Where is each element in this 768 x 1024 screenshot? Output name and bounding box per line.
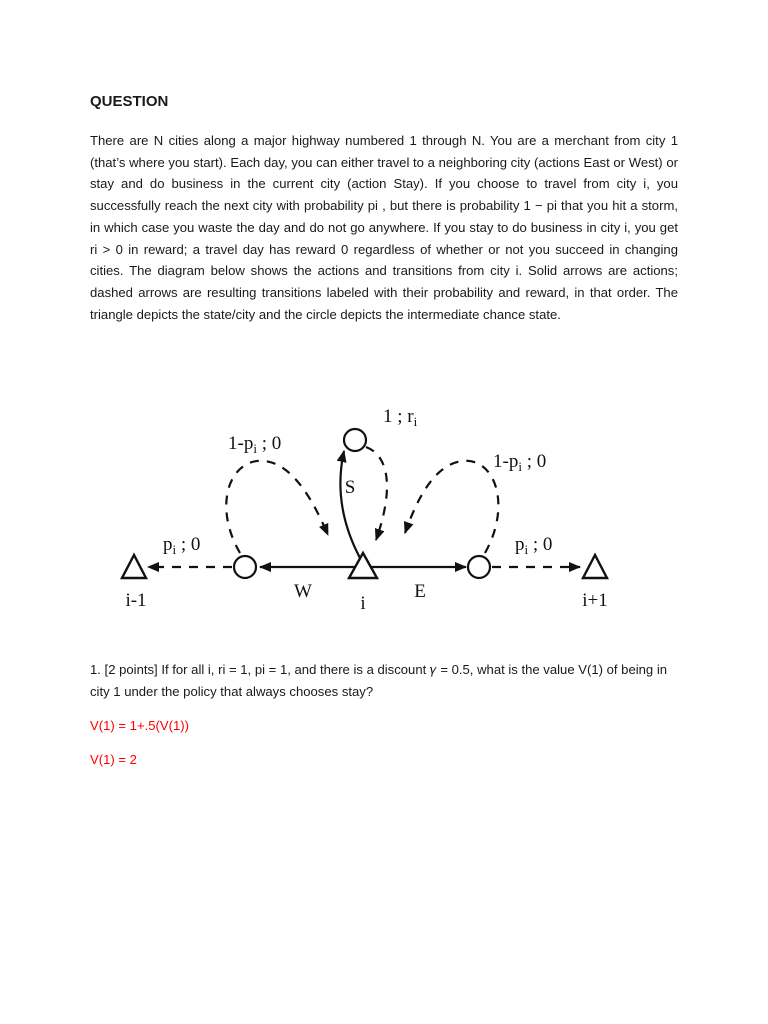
question-heading: QUESTION — [90, 93, 169, 110]
left-fail-transition — [226, 461, 328, 553]
left-success-label: $p_i$ ; 0 — [163, 534, 201, 557]
city-label-i: i — [360, 593, 366, 614]
stay-action-arrow — [340, 451, 360, 558]
left-fail-label: $1-p_i$ ; 0 — [228, 433, 282, 456]
stay-action-label: S — [344, 477, 356, 498]
city-i-triangle — [349, 553, 377, 578]
stay-chance-node — [344, 429, 366, 451]
right-fail-transition — [405, 461, 498, 553]
city-label-i-minus-1: i-1 — [125, 590, 147, 611]
city-i-plus-1-triangle — [583, 555, 607, 578]
stay-reward-label: 1 ; $r_i$ — [383, 406, 418, 429]
east-action-label: E — [414, 581, 426, 602]
east-chance-node — [468, 556, 490, 578]
west-action-label: W — [294, 581, 312, 602]
right-fail-label: $1-p_i$ ; 0 — [493, 451, 547, 474]
city-label-i-plus-1: i+1 — [582, 590, 608, 611]
problem-statement: There are N cities along a major highway numbered 1 through N. You are a merchant from city 1 (that’s where you start). Each day, you can either travel to a neighboring city (actions East or West) or stay and do business in the current city (action Stay). If you choose to travel from city i, you successfully reach the next city with probability pi , but there is probability 1 − pi that you hit a storm, in which case you waste the day and do not go anywhere. If you stay to do business in city i, you get ri > 0 in reward; a travel day has reward 0 regardless of whether or not you succeed in changing cities. The diagram below shows the actions and transitions from city i. Solid arrows are actions; dashed arrows are resulting transitions labeled with their probability and reward, in that order. The triangle depicts the state/city and the circle depicts the intermediate chance state. — [90, 133, 678, 322]
west-chance-node — [234, 556, 256, 578]
mdp-diagram — [100, 395, 630, 615]
city-i-minus-1-triangle — [122, 555, 146, 578]
right-success-label: $p_i$ ; 0 — [515, 534, 553, 557]
answer-line-2: V(1) = 2 — [90, 752, 137, 767]
question-1: 1. [2 points] If for all i, ri = 1, pi = 1, and there is a discount 𝛾 = 0.5, what is the value V(1) of being in city 1 under the policy that always chooses stay? — [90, 662, 668, 699]
stay-reward-transition — [366, 447, 387, 540]
answer-line-1: V(1) = 1+.5(V(1)) — [90, 718, 189, 733]
